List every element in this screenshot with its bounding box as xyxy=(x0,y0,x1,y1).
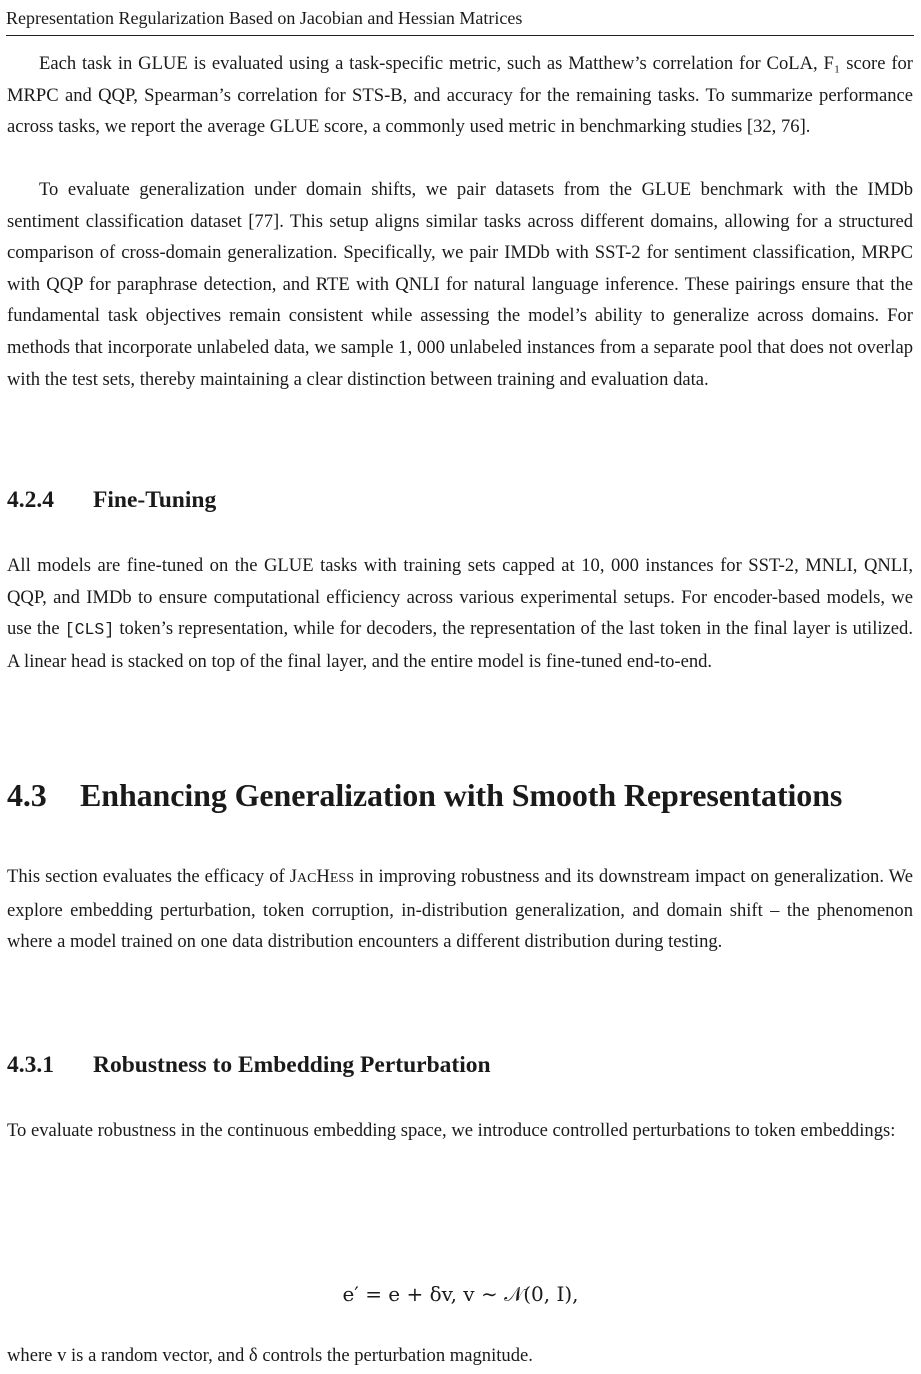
section-title: Robustness to Embedding Perturbation xyxy=(93,1052,491,1078)
section-heading-4-2-4 xyxy=(7,487,216,514)
paragraph-glue-metrics: Each task in GLUE is evaluated using a task-specific metric, such as Matthew’s correlation for CoLA, F₁ score for MRPC and QQP, Spearman’s correlation for STS-B, and accuracy for the remaining tasks. To summarize performance across tasks, we report the average GLUE score, a commonly used metric in benchmarking studies [32, 76]. xyxy=(7,53,913,138)
section-number: 4.2.4 xyxy=(7,487,54,513)
running-header: Representation Regularization Based on Jacobian and Hessian Matrices xyxy=(6,6,914,36)
section-number: 4.3.1 xyxy=(7,1052,54,1078)
text-run: All models are fine-tuned on the GLUE tasks with training sets capped at 10, 000 instances for SST-2, MNLI, QNLI, QQP, and IMDb to ensure computational efficiency across various experimental setups. For encoder-based models, we use the xyxy=(7,555,913,640)
paragraph-fine-tuning xyxy=(7,550,913,677)
section-number: 4.3 xyxy=(7,777,47,813)
section-title: Enhancing Generalization with Smooth Representations xyxy=(80,777,843,813)
paragraph-perturbation-definition: where v is a random vector, and δ controls the perturbation magnitude. xyxy=(7,1345,533,1366)
paragraph-perturbation-intro: To evaluate robustness in the continuous embedding space, we introduce controlled perturbations to token embeddings: xyxy=(7,1120,896,1141)
section-title: Fine-Tuning xyxy=(93,487,217,513)
code-token: [CLS] xyxy=(64,620,115,640)
section-heading-4-3-1 xyxy=(7,1052,491,1079)
paragraph-section-intro xyxy=(7,861,913,958)
text-run: in improving robustness and its downstream impact on generalization. We explore embedding perturbation, token corruption, in-distribution generalization, and domain shift – the phenomenon where a model trained on one data distribution encounters a different distribution during testing. xyxy=(7,866,913,953)
equation-perturbation: e′ = e + δv, v ∼ 𝒩(0, I), xyxy=(342,1282,579,1306)
text-run: This section evaluates the efficacy of xyxy=(7,866,290,887)
section-heading-4-3 xyxy=(7,777,842,814)
method-name: JACHESS xyxy=(289,866,354,887)
paragraph-domain-shift-setup: To evaluate generalization under domain shifts, we pair datasets from the GLUE benchmark with the IMDb sentiment classification dataset [77]. This setup aligns similar tasks across different domains, allowing for a structured comparison of cross-domain generalization. Specifically, we pair IMDb with SST-2 for sentiment classification, MRPC with QQP for paraphrase detection, and RTE with QNLI for natural language inference. These pairings ensure that the fundamental task objectives remain consistent while assessing the model’s ability to generalize across domains. For methods that incorporate unlabeled data, we sample 1, 000 unlabeled instances from a separate pool that does not overlap with the test sets, thereby maintaining a clear distinction between training and evaluation data. xyxy=(7,179,913,390)
text-run: token’s representation, while for decoders, the representation of the last token in the final layer is utilized. A linear head is stacked on top of the final layer, and the entire model is fine-tuned end-to-end. xyxy=(7,618,913,672)
